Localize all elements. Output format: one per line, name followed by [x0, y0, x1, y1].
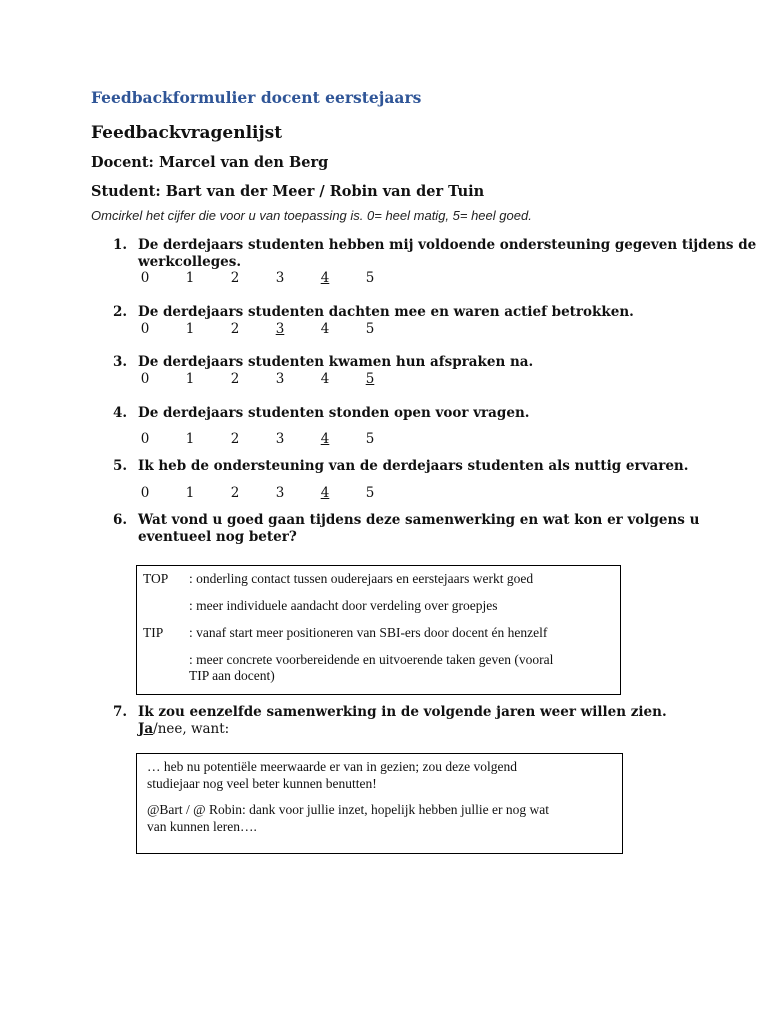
tip-label: TIP [143, 625, 164, 640]
rating-option-4[interactable]: 4 [320, 431, 330, 447]
rating-option-1[interactable]: 1 [185, 270, 195, 286]
docent-line: Docent: Marcel van den Berg [91, 154, 329, 171]
question-number: 6. [113, 512, 128, 528]
selected-answer-ja: Ja [138, 721, 154, 737]
rating-option-2[interactable]: 2 [230, 485, 240, 501]
answer-line: … heb nu potentiële meerwaarde er van in gezien; zou deze volgend [147, 759, 517, 774]
top-label: TOP [143, 571, 169, 586]
question-text: De derdejaars studenten dachten mee en waren actief betrokken. [138, 304, 634, 320]
tip-item: : vanaf start meer positioneren van SBI-ers door docent én henzelf [189, 625, 548, 640]
rating-option-1[interactable]: 1 [185, 371, 195, 387]
rating-scale[interactable] [138, 321, 388, 339]
answer-box[interactable] [136, 753, 623, 854]
rating-option-0[interactable]: 0 [140, 270, 150, 286]
rating-option-2[interactable]: 2 [230, 321, 240, 337]
rating-scale[interactable] [138, 270, 388, 288]
answer-line: @Bart / @ Robin: dank voor jullie inzet, hopelijk hebben jullie er nog wat [147, 802, 550, 817]
top-item: : onderling contact tussen ouderejaars en eerstejaars werkt goed [189, 571, 534, 586]
document-title: Feedbackformulier docent eerstejaars [91, 88, 422, 107]
rating-scale[interactable] [138, 371, 388, 389]
rating-option-3[interactable]: 3 [275, 431, 285, 447]
answer-line: van kunnen leren…. [147, 819, 257, 834]
question-number: 3. [113, 354, 128, 370]
rating-option-5[interactable]: 5 [365, 321, 375, 337]
rating-option-1[interactable]: 1 [185, 431, 195, 447]
rating-option-3[interactable]: 3 [275, 270, 285, 286]
rating-option-2[interactable]: 2 [230, 371, 240, 387]
rating-option-5[interactable]: 5 [365, 270, 375, 286]
rating-option-5[interactable]: 5 [365, 431, 375, 447]
rating-option-0[interactable]: 0 [140, 431, 150, 447]
question-number: 1. [113, 237, 128, 253]
rating-option-2[interactable]: 2 [230, 270, 240, 286]
student-line: Student: Bart van der Meer / Robin van der Tuin [91, 183, 485, 200]
rating-option-3[interactable]: 3 [275, 371, 285, 387]
question-number: 2. [113, 304, 128, 320]
rating-option-2[interactable]: 2 [230, 431, 240, 447]
rating-option-5[interactable]: 5 [365, 371, 375, 387]
rating-option-4[interactable]: 4 [320, 371, 330, 387]
question-text: De derdejaars studenten kwamen hun afspraken na. [138, 354, 534, 370]
rating-option-0[interactable]: 0 [140, 321, 150, 337]
top-item: : meer individuele aandacht door verdeling over groepjes [189, 598, 498, 613]
rating-option-3[interactable]: 3 [275, 321, 285, 337]
heading: Feedbackvragenlijst [91, 123, 283, 143]
rating-option-3[interactable]: 3 [275, 485, 285, 501]
question-text: Ik heb de ondersteuning van de derdejaars studenten als nuttig ervaren. [138, 458, 689, 474]
question-number: 5. [113, 458, 128, 474]
question-text: Ik zou eenzelfde samenwerking in de volgende jaren weer willen zien. Ja/nee, want: [138, 704, 667, 737]
rating-option-0[interactable]: 0 [140, 485, 150, 501]
top-tip-answer-box[interactable] [136, 565, 621, 695]
instruction: Omcirkel het cijfer die voor u van toepassing is. 0= heel matig, 5= heel goed. [91, 208, 532, 223]
question-number: 7. [113, 704, 128, 720]
question-text: Wat vond u goed gaan tijdens deze samenwerking en wat kon er volgens u eventueel nog beter? [138, 512, 700, 545]
tip-item-continued: TIP aan docent) [189, 668, 275, 683]
rating-option-4[interactable]: 4 [320, 270, 330, 286]
answer-line: studiejaar nog veel beter kunnen benutten! [147, 776, 377, 791]
question-text: De derdejaars studenten stonden open voor vragen. [138, 405, 530, 421]
rating-option-1[interactable]: 1 [185, 485, 195, 501]
rating-option-5[interactable]: 5 [365, 485, 375, 501]
rating-scale[interactable] [138, 431, 388, 449]
rating-option-4[interactable]: 4 [320, 485, 330, 501]
rating-option-4[interactable]: 4 [320, 321, 330, 337]
question-number: 4. [113, 405, 128, 421]
question-text: De derdejaars studenten hebben mij voldoende ondersteuning gegeven tijdens de werkcolleges. [138, 237, 757, 270]
rating-option-1[interactable]: 1 [185, 321, 195, 337]
rating-scale[interactable] [138, 485, 388, 503]
rating-option-0[interactable]: 0 [140, 371, 150, 387]
tip-item: : meer concrete voorbereidende en uitvoerende taken geven (vooral [189, 652, 554, 667]
